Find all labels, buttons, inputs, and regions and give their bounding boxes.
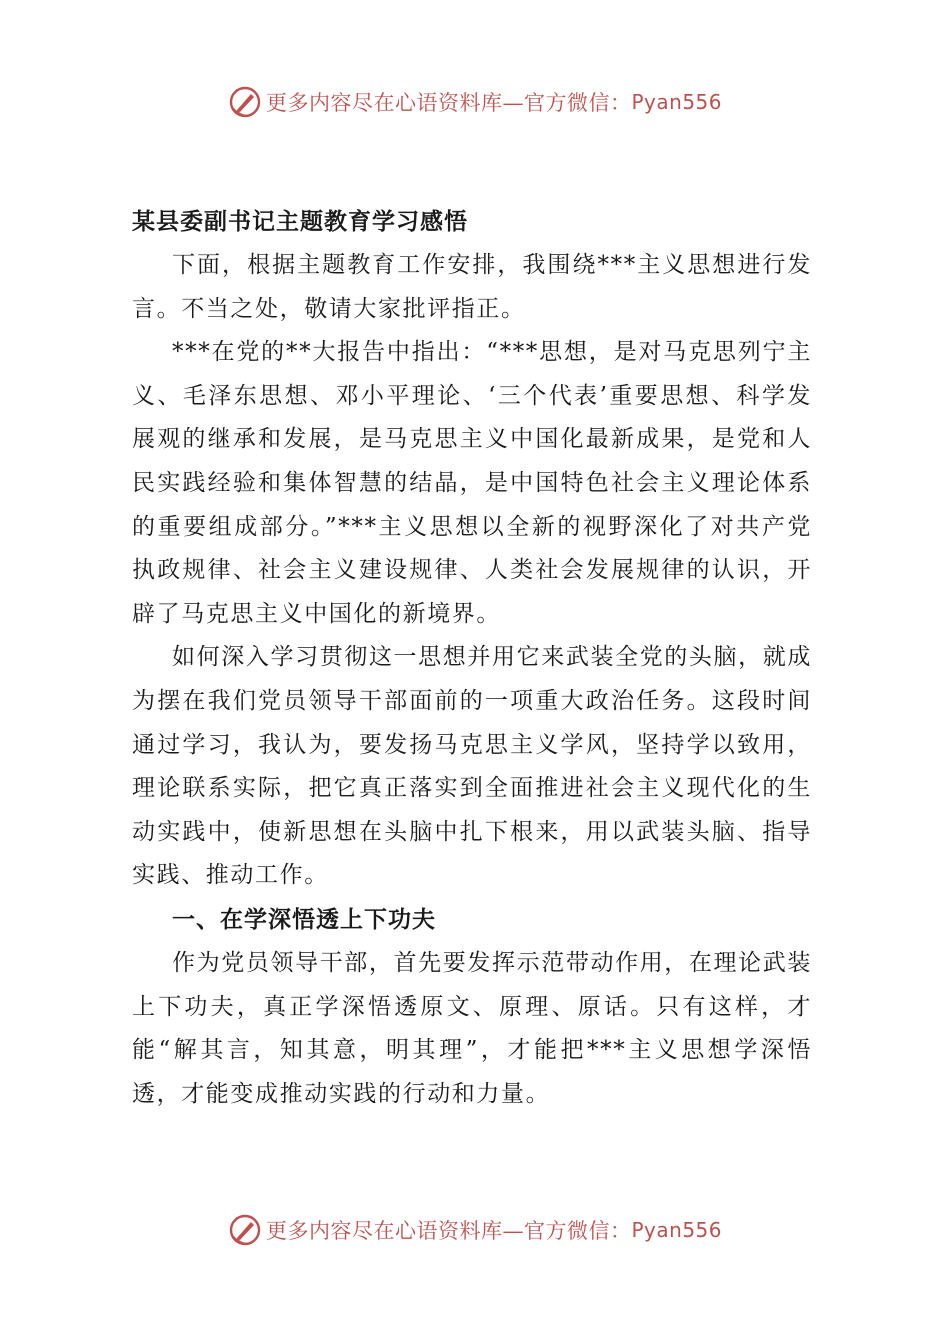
paragraph-section-1: 作为党员领导干部，首先要发挥示范带动作用，在理论武装上下功夫，真正学深悟透原文、原理、原话。只有这样，才能“解其言，知其意，明其理”，才能把***主义思想学深悟透，才能变成推动实践的行动和力量。 (132, 949, 812, 1107)
header-banner-text: 更多内容尽在心语资料库—官方微信： (265, 91, 632, 115)
paragraph-study-task: 如何深入学习贯彻这一思想并用它来武装全党的头脑，就成为摆在我们党员领导干部面前的一项重大政治任务。这段时间通过学习，我认为，要发扬马克思主义学风，坚持学以致用，理论联系实际，把它真正落实到全面推进社会主义现代化的生动实践中，使新思想在头脑中扎下根来，用以武装头脑、指导实践、推动工作。 (132, 644, 812, 889)
paragraph-intro: 下面，根据主题教育工作安排，我围绕***主义思想进行发言。不当之处，敬请大家批评指正。 (132, 252, 812, 322)
footer-watermark-banner (0, 1210, 950, 1250)
footer-wechat-id: Pyan556 (631, 1218, 722, 1242)
paragraph-report-quote: ***在党的**大报告中指出：“***思想，是对马克思列宁主义、毛泽东思想、邓小平理论、‘三个代表’重要思想、科学发展观的继承和发展，是马克思主义中国化最新成果，是党和人民实践经验和集体智慧的结晶，是中国特色社会主义理论体系的重要组成部分。”***主义思想以全新的视野深化了对共产党执政规律、社会主义建设规律、人类社会发展规律的认识，开辟了马克思主义中国化的新境界。 (132, 339, 812, 627)
section-heading-1: 一、在学深悟透上下功夫 (172, 905, 436, 933)
header-wechat-id: Pyan556 (631, 90, 722, 114)
header-watermark-banner (0, 82, 950, 122)
document-title: 某县委副书记主题教育学习感悟 (132, 208, 468, 235)
document-body (132, 200, 812, 1116)
footer-banner-text: 更多内容尽在心语资料库—官方微信： (265, 1219, 632, 1243)
pen-logo-icon (228, 85, 262, 119)
pen-logo-icon (228, 1213, 262, 1247)
